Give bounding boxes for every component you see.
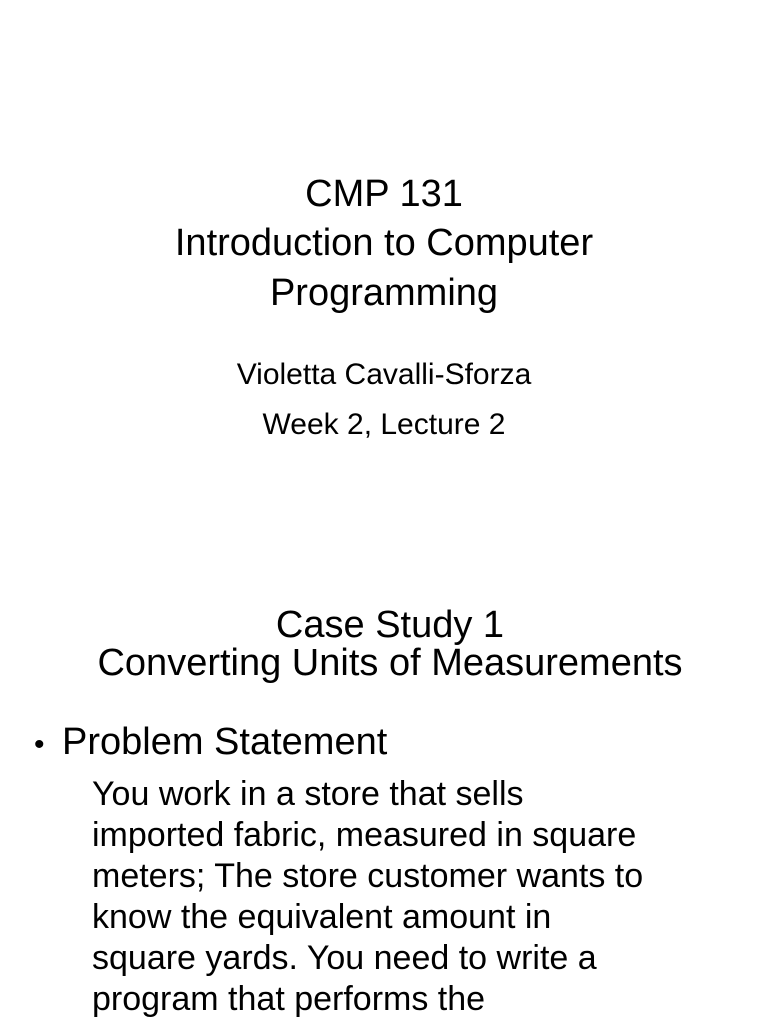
body-line: program that performs the <box>92 980 486 1018</box>
body-line: square yards. You need to write a <box>92 939 597 977</box>
bullet-point-icon: • <box>34 728 45 761</box>
body-line: know the equivalent amount in <box>92 898 552 936</box>
case-study-slide <box>0 512 768 1024</box>
problem-statement-text <box>92 774 746 1020</box>
course-code: CMP 131 <box>305 173 463 215</box>
course-title-line-1: Introduction to Computer <box>174 222 594 265</box>
slide-subtitle <box>0 350 768 449</box>
body-line: meters; The store customer wants to <box>92 857 644 895</box>
body-line: imported fabric, measured in square <box>92 816 637 854</box>
course-title-line-2: Programming <box>269 271 499 314</box>
instructor-name: Violetta Cavalli-Sforza <box>236 358 532 391</box>
case-study-heading <box>0 606 768 682</box>
case-study-heading-line-2: Converting Units of Measurements <box>97 642 683 684</box>
case-study-heading-line-1: Case Study 1 <box>275 604 505 646</box>
body-line: You work in a store that sells <box>92 775 524 813</box>
bullet-label: Problem Statement <box>62 721 388 763</box>
bullet-item <box>34 720 387 766</box>
session-info: Week 2, Lecture 2 <box>262 407 506 441</box>
slide-title <box>0 170 768 318</box>
